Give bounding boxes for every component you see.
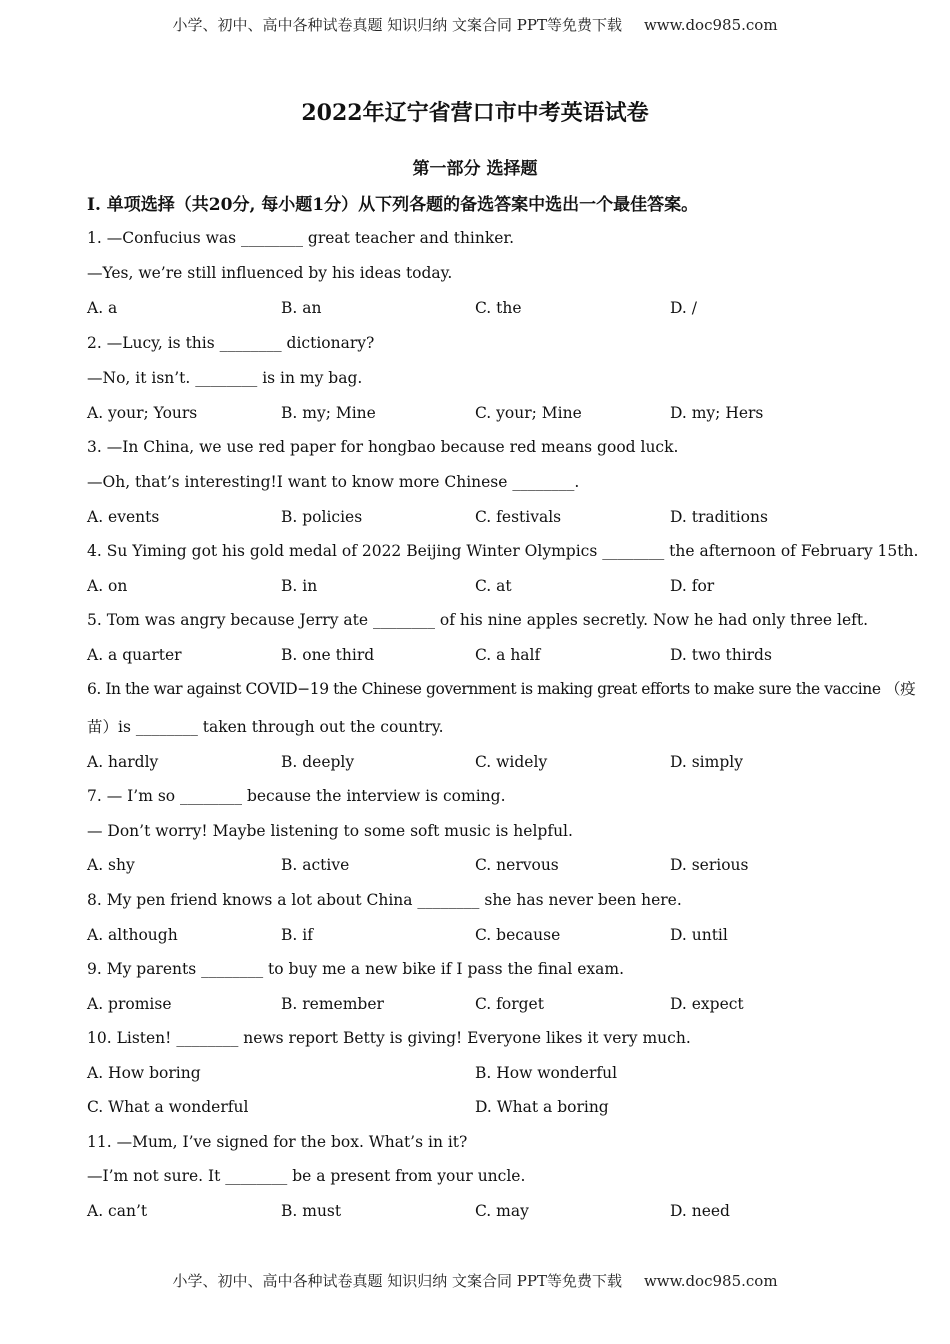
question-6-option-d: D. simply [670, 753, 743, 771]
question-1-option-b: B. an [281, 299, 322, 317]
question-4-option-b: B. in [281, 577, 318, 595]
question-2-line-2: —No, it isn’t. ________ is in my bag. [87, 369, 363, 387]
footer-url[interactable]: www.doc985.com [643, 1272, 778, 1290]
question-1-option-c: C. the [475, 299, 522, 317]
question-9-line-1: 9. My parents ________ to buy me a new bike if I pass the final exam. [87, 960, 625, 978]
question-2-option-c: C. your; Mine [475, 404, 582, 422]
question-8-option-d: D. until [670, 926, 728, 944]
question-3-line-1: 3. —In China, we use red paper for hongbao because red means good luck. [87, 438, 679, 456]
question-7-line-1: 7. — I’m so ________ because the interview is coming. [87, 787, 506, 805]
question-7-option-d: D. serious [670, 856, 749, 874]
question-6-line-1: 6. In the war against COVID−19 the Chinese government is making great efforts to make sure the vaccine （疫 [87, 680, 916, 698]
question-9-option-d: D. expect [670, 995, 744, 1013]
question-6-option-b: B. deeply [281, 753, 355, 771]
page-footer [0, 1270, 950, 1291]
page-header [0, 14, 950, 35]
question-6-line-2: 苗）is ________ taken through out the country. [87, 718, 444, 736]
question-2-option-d: D. my; Hers [670, 404, 764, 422]
question-3-option-c: C. festivals [475, 508, 562, 526]
question-5-line-1: 5. Tom was angry because Jerry ate ________ of his nine apples secretly. Now he had only three left. [87, 611, 869, 629]
page-title: 2022年辽宁省营口市中考英语试卷 [301, 100, 649, 126]
question-10-line-1: 10. Listen! ________ news report Betty is giving! Everyone likes it very much. [87, 1029, 691, 1047]
question-11-option-a: A. can’t [87, 1202, 148, 1220]
question-10-option-a: A. How boring [87, 1064, 201, 1082]
question-9-option-b: B. remember [281, 995, 384, 1013]
question-10-option-c: C. What a wonderful [87, 1098, 249, 1116]
question-2-option-a: A. your; Yours [87, 404, 198, 422]
question-6-option-a: A. hardly [87, 753, 159, 771]
question-11-option-b: B. must [281, 1202, 342, 1220]
question-11-line-1: 11. —Mum, I’ve signed for the box. What’s in it? [87, 1133, 468, 1151]
question-7-option-b: B. active [281, 856, 350, 874]
question-2-line-1: 2. —Lucy, is this ________ dictionary? [87, 334, 375, 352]
question-1-line-2: —Yes, we’re still influenced by his ideas today. [87, 264, 453, 282]
question-3-option-a: A. events [87, 508, 160, 526]
question-10-option-b: B. How wonderful [475, 1064, 618, 1082]
question-3-option-b: B. policies [281, 508, 363, 526]
question-1-line-1: 1. —Confucius was ________ great teacher and thinker. [87, 229, 515, 247]
question-1-option-a: A. a [87, 299, 118, 317]
question-3-option-d: D. traditions [670, 508, 768, 526]
question-4-option-c: C. at [475, 577, 512, 595]
question-3-line-2: —Oh, that’s interesting!I want to know more Chinese ________. [87, 473, 580, 491]
question-7-option-c: C. nervous [475, 856, 559, 874]
question-5-option-c: C. a half [475, 646, 541, 664]
section-heading: I. 单项选择（共20分, 每小题1分）从下列各题的备选答案中选出一个最佳答案。 [87, 195, 699, 215]
question-9-option-a: A. promise [87, 995, 172, 1013]
question-9-option-c: C. forget [475, 995, 544, 1013]
question-5-option-d: D. two thirds [670, 646, 772, 664]
footer-text: 小学、初中、高中各种试卷真题 知识归纳 文案合同 PPT等免费下载 [172, 1272, 622, 1290]
question-8-line-1: 8. My pen friend knows a lot about China ________ she has never been here. [87, 891, 682, 909]
question-5-option-a: A. a quarter [87, 646, 182, 664]
question-8-option-c: C. because [475, 926, 561, 944]
question-11-option-d: D. need [670, 1202, 730, 1220]
question-4-option-d: D. for [670, 577, 715, 595]
question-4-line-1: 4. Su Yiming got his gold medal of 2022 Beijing Winter Olympics ________ the afternoon of February 15th. [87, 542, 919, 560]
header-text: 小学、初中、高中各种试卷真题 知识归纳 文案合同 PPT等免费下载 [172, 16, 622, 34]
question-11-option-c: C. may [475, 1202, 529, 1220]
part-heading: 第一部分 选择题 [412, 159, 538, 179]
question-7-line-2: — Don’t worry! Maybe listening to some soft music is helpful. [87, 822, 573, 840]
question-8-option-b: B. if [281, 926, 313, 944]
question-8-option-a: A. although [87, 926, 178, 944]
question-5-option-b: B. one third [281, 646, 375, 664]
question-4-option-a: A. on [87, 577, 128, 595]
question-11-line-2: —I’m not sure. It ________ be a present from your uncle. [87, 1167, 526, 1185]
header-url[interactable]: www.doc985.com [643, 16, 778, 34]
question-7-option-a: A. shy [87, 856, 135, 874]
question-1-option-d: D. / [670, 299, 697, 317]
question-10-option-d: D. What a boring [475, 1098, 609, 1116]
question-6-option-c: C. widely [475, 753, 548, 771]
question-2-option-b: B. my; Mine [281, 404, 376, 422]
